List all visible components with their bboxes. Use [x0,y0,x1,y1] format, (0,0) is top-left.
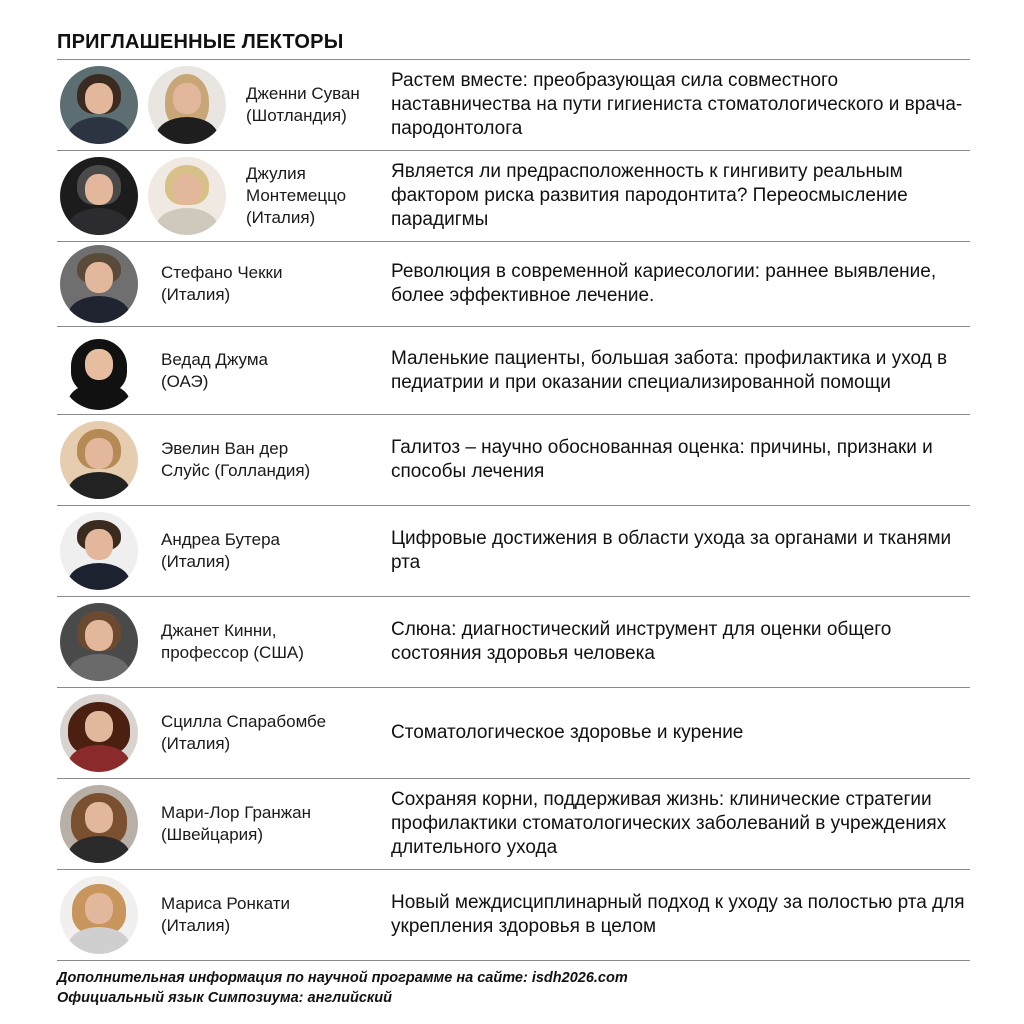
speaker-name: Эвелин Ван дер Слуйс (Голландия) [161,439,311,480]
lecture-topic: Является ли предрасположенность к гингивиту реальным фактором риска развития пародонтита? Переосмысление парадигмы [391,161,908,230]
footer-program-info: Дополнительная информация по научной программе на сайте: isdh2026.com [57,970,628,986]
page-title: ПРИГЛАШЕННЫЕ ЛЕКТОРЫ [57,31,344,53]
speaker-photo [60,421,138,499]
speaker-photo [60,694,138,772]
footer [57,968,628,1008]
lecture-topic: Революция в современной кариесологии: раннее выявление, более эффективное лечение. [391,261,937,306]
speaker-photo [60,512,138,590]
speaker-photo [148,66,226,144]
photo-group [60,245,138,323]
speaker-row [57,242,970,327]
photo-group [60,603,138,681]
lecture-topic: Новый междисциплинарный подход к уходу за полостью рта для укрепления здоровья в целом [391,892,965,937]
speaker-photo [60,157,138,235]
speaker-name: Сцилла Спарабомбе (Италия) [161,712,327,753]
speaker-name: Джанет Кинни, профессор (США) [161,621,304,662]
photo-group [60,694,138,772]
lecture-topic: Стоматологическое здоровье и курение [391,722,744,743]
lecture-topic: Сохраняя корни, поддерживая жизнь: клинические стратегии профилактики стоматологических заболеваний в учреждениях длительного ухода [391,789,947,858]
speaker-photo [60,785,138,863]
lecture-topic: Растем вместе: преобразующая сила совместного наставничества на пути гигиениста стоматологического и врача-пародонтолога [391,70,963,139]
lecture-topic: Галитоз – научно обоснованная оценка: причины, признаки и способы лечения [391,437,933,482]
photo-group [60,421,138,499]
speaker-photo [60,332,138,410]
speaker-photo [60,66,138,144]
lecture-topic: Слюна: диагностический инструмент для оценки общего состояния здоровья человека [391,619,892,664]
photo-group [60,66,226,144]
photo-group [60,785,138,863]
lecture-topic: Маленькие пациенты, большая забота: профилактика и уход в педиатрии и при оказании специализированной помощи [391,347,948,393]
speaker-photo [60,245,138,323]
speaker-name: Мари-Лор Гранжан (Швейцария) [161,803,311,844]
photo-group [60,332,138,410]
speaker-name: Андреа Бутера (Италия) [161,530,280,571]
speaker-row [57,779,970,870]
speaker-photo [148,157,226,235]
speaker-row [57,60,970,151]
speaker-row [57,688,970,779]
photo-group [60,876,138,954]
footer-language-info: Официальный язык Симпозиума: английский [57,990,392,1006]
lecture-topic: Цифровые достижения в области ухода за органами и тканями рта [391,528,952,573]
speaker-row [57,597,970,688]
speaker-photo [60,876,138,954]
speaker-photo [60,603,138,681]
speaker-row [57,870,970,961]
speaker-name: Мариса Ронкати (Италия) [161,894,291,935]
photo-group [60,157,226,235]
photo-group [60,512,138,590]
speaker-row [57,415,970,506]
speaker-row [57,327,970,415]
speaker-name: Ведад Джума (ОАЭ) [161,349,268,391]
speaker-row [57,151,970,242]
speaker-list [57,59,970,961]
speaker-row [57,506,970,597]
speaker-name: Стефано Чекки (Италия) [161,263,283,304]
speaker-name: Дженни Суван (Шотландия) [246,84,360,125]
speaker-name: Джулия Монтемеццо (Италия) [246,164,347,227]
